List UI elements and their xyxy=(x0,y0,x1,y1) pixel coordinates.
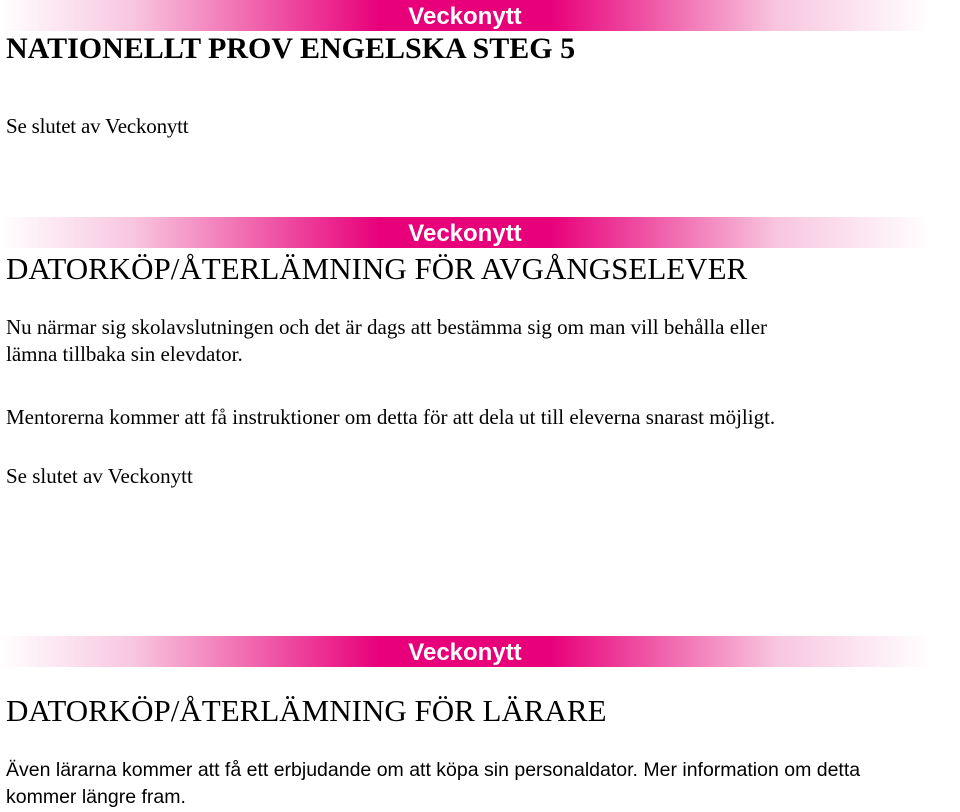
see-end-link-1[interactable]: Se slutet av Veckonytt xyxy=(6,114,189,138)
veckonytt-banner-label: Veckonytt xyxy=(408,639,522,666)
veckonytt-banner-1 xyxy=(0,0,960,34)
veckonytt-banner-3 xyxy=(0,636,960,670)
veckonytt-banner-graphic xyxy=(0,0,960,34)
veckonytt-banner-2 xyxy=(0,217,960,251)
see-end-link-2[interactable]: Se slutet av Veckonytt xyxy=(6,464,193,488)
avgangselever-paragraph-line-2: lämna tillbaka sin elevdator. xyxy=(6,342,243,366)
section-title-avgangselever: DATORKÖP/ÅTERLÄMNING FÖR AVGÅNGSELEVER xyxy=(6,251,748,286)
veckonytt-banner-graphic xyxy=(0,217,960,251)
larare-paragraph-line-2: kommer längre fram. xyxy=(6,786,186,808)
larare-paragraph-line-1: Även lärarna kommer att få ett erbjudande om att köpa sin personaldator. Mer information om detta xyxy=(6,759,861,781)
mentorerna-paragraph: Mentorerna kommer att få instruktioner om detta för att dela ut till eleverna snarast möjligt. xyxy=(6,405,776,429)
veckonytt-banner-label: Veckonytt xyxy=(408,220,522,247)
section-title-larare: DATORKÖP/ÅTERLÄMNING FÖR LÄRARE xyxy=(6,693,607,728)
veckonytt-banner-label: Veckonytt xyxy=(408,3,522,30)
section-title-nationellt-prov: NATIONELLT PROV ENGELSKA STEG 5 xyxy=(6,32,576,65)
veckonytt-banner-graphic xyxy=(0,636,960,670)
avgangselever-paragraph-line-1: Nu närmar sig skolavslutningen och det är dags att bestämma sig om man vill behålla eller xyxy=(6,315,768,339)
